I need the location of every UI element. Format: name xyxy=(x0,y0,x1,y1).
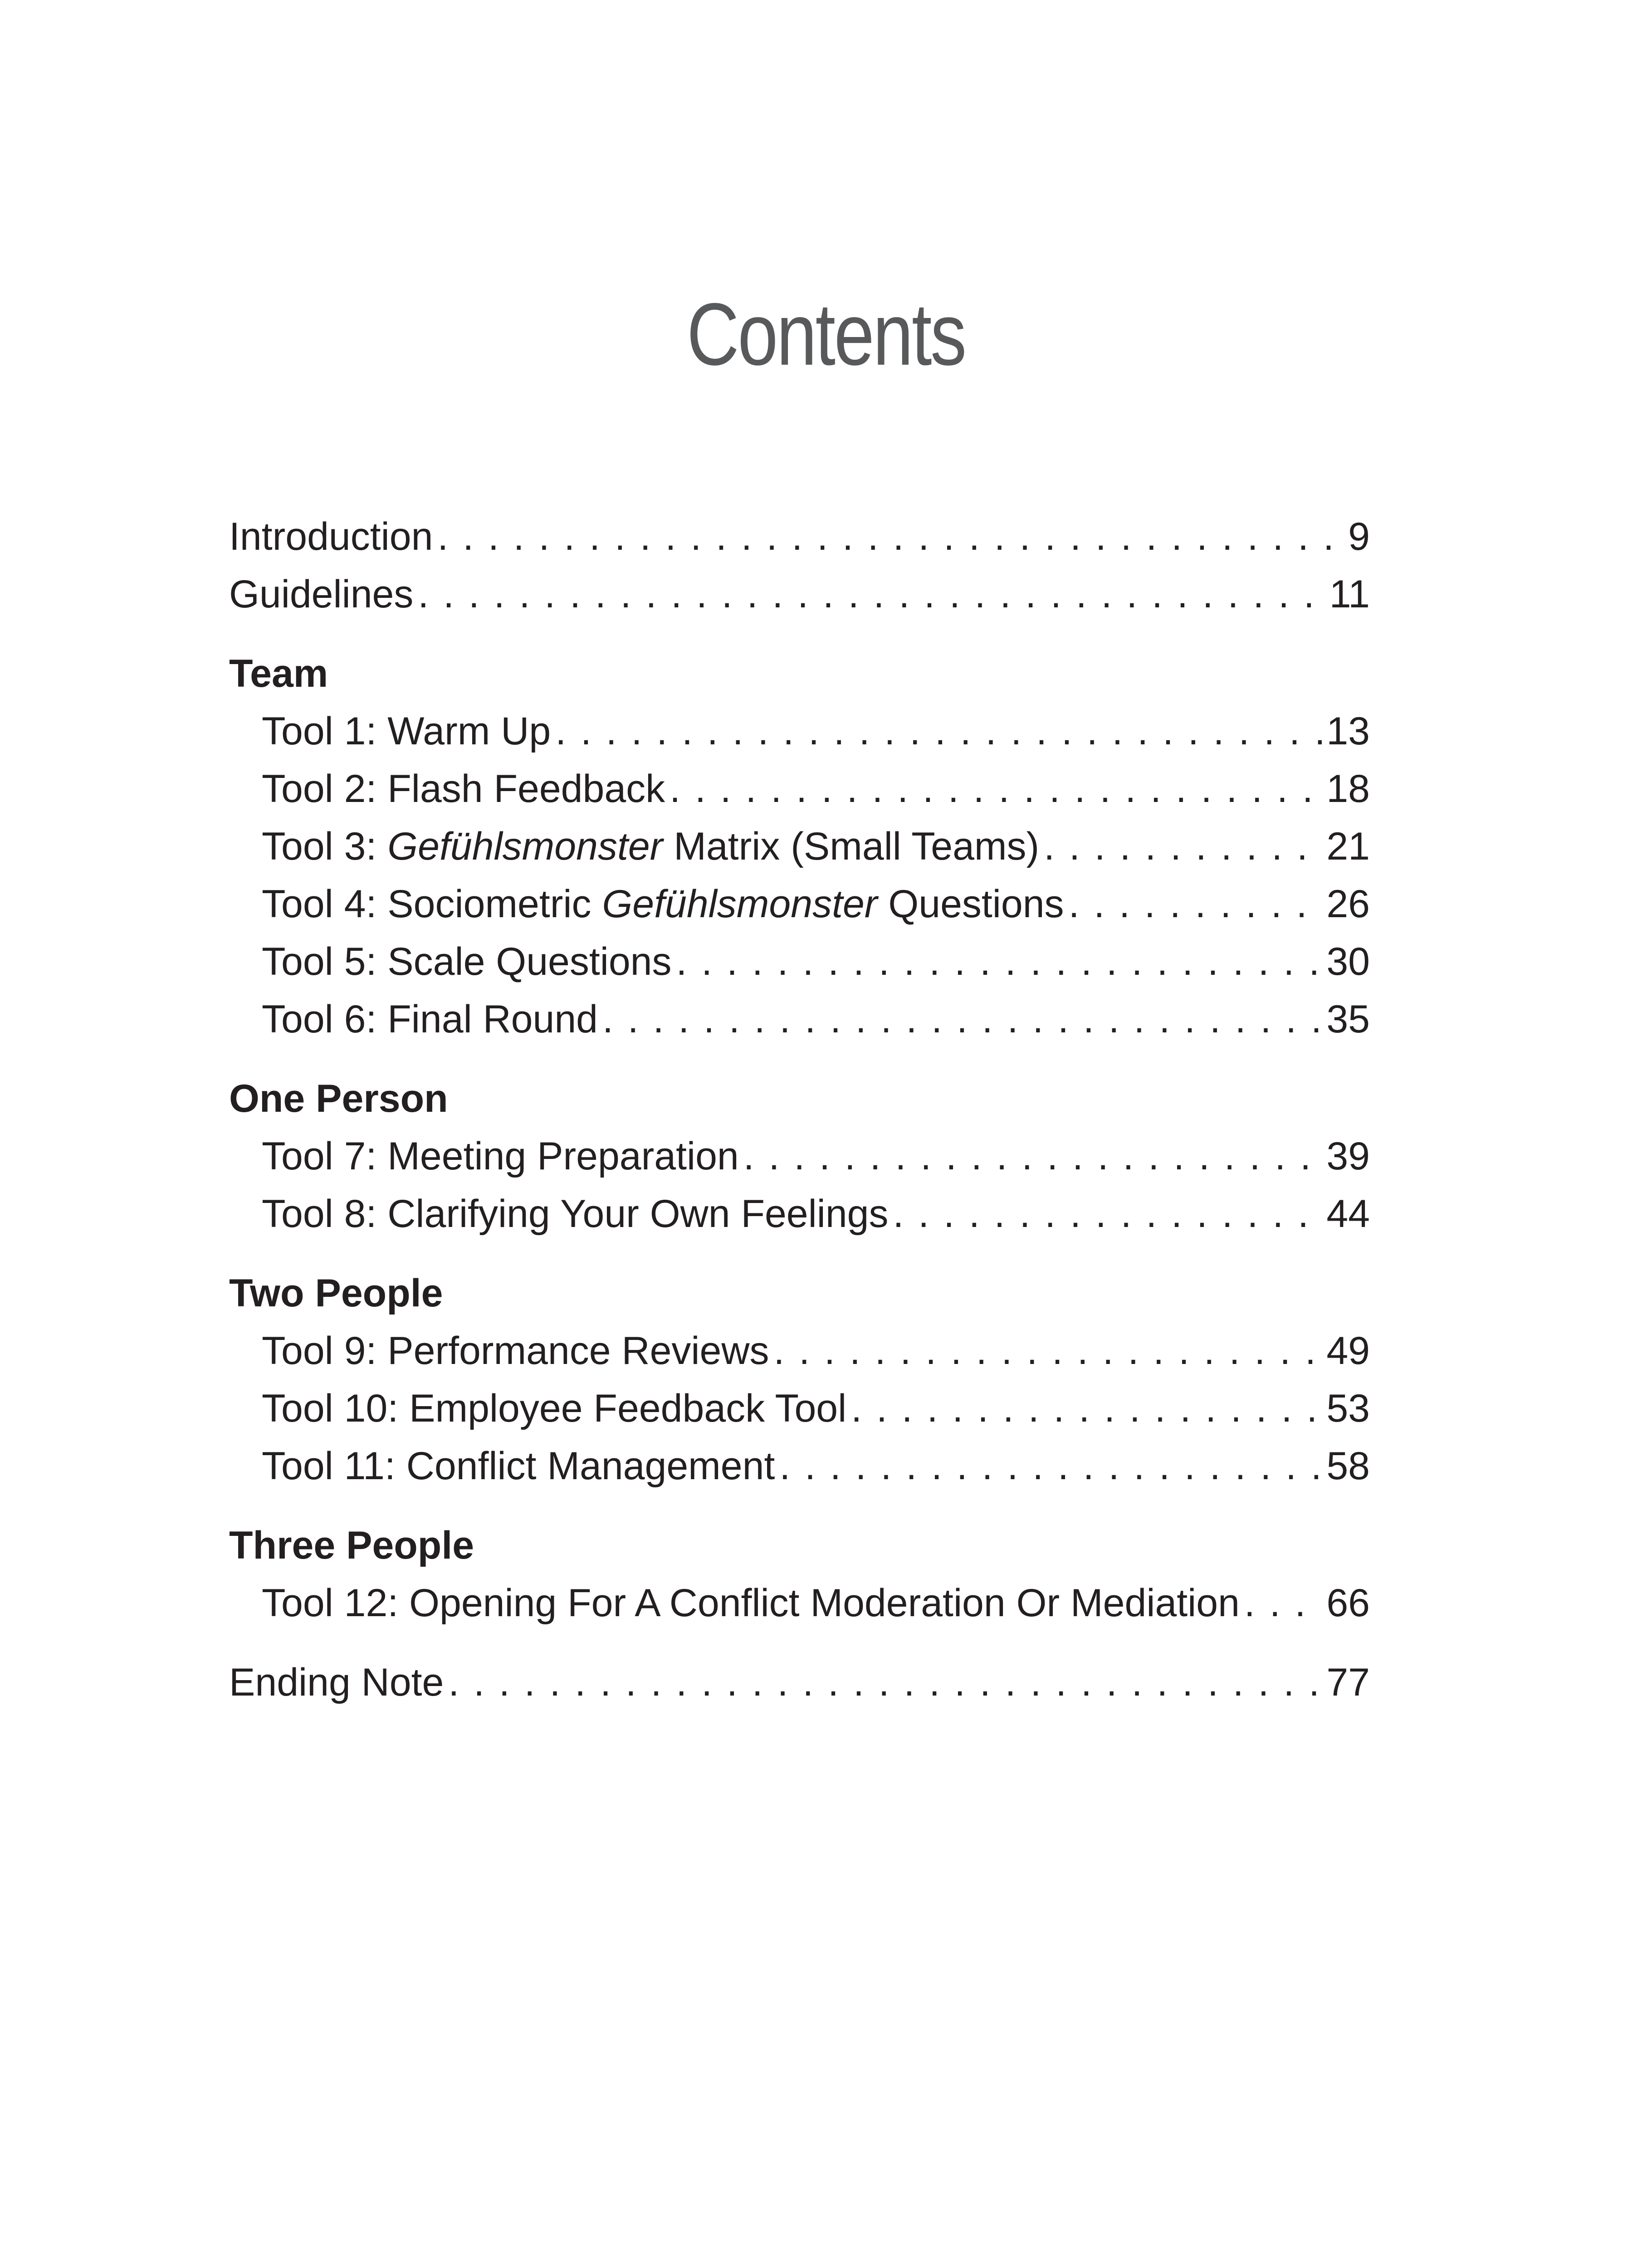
toc-page-number: 18 xyxy=(1326,767,1370,811)
dot-leader xyxy=(893,1185,1322,1243)
toc-entry-label: Tool 7: Meeting Preparation xyxy=(262,1134,739,1178)
toc-entry-tool-3[interactable] xyxy=(229,818,1370,875)
toc-page-number: 35 xyxy=(1326,997,1370,1041)
dot-leader xyxy=(1069,875,1322,933)
toc-entry-tool-9[interactable] xyxy=(229,1322,1370,1380)
toc-page-number: 21 xyxy=(1326,825,1370,868)
toc-page-number: 49 xyxy=(1326,1329,1370,1373)
toc-entry-label: Tool 9: Performance Reviews xyxy=(262,1329,769,1373)
dot-leader xyxy=(448,1654,1322,1711)
toc-entry-label: Tool 2: Flash Feedback xyxy=(262,767,665,811)
toc-entry-label: Introduction xyxy=(229,515,433,558)
toc-entry-label: Ending Note xyxy=(229,1661,444,1704)
dot-leader xyxy=(773,1322,1322,1380)
section-heading-three-people: Three People xyxy=(229,1524,474,1567)
toc-entry-ending-note[interactable] xyxy=(229,1654,1370,1711)
dot-leader xyxy=(1044,818,1322,875)
toc-entry-tool-6[interactable] xyxy=(229,991,1370,1048)
toc-entry-tool-11[interactable] xyxy=(229,1437,1370,1495)
toc-entry-label: Tool 10: Employee Feedback Tool xyxy=(262,1387,847,1430)
page-title: Contents xyxy=(687,285,965,384)
dot-leader xyxy=(555,703,1322,760)
dot-leader xyxy=(779,1437,1322,1495)
toc-entry-tool-4[interactable] xyxy=(229,875,1370,933)
toc-page-number: 77 xyxy=(1326,1661,1370,1704)
toc-page-number: 44 xyxy=(1326,1192,1370,1236)
toc-entry-label: Tool 6: Final Round xyxy=(262,997,598,1041)
dot-leader xyxy=(1244,1574,1322,1632)
toc-page-number: 30 xyxy=(1326,940,1370,983)
toc-entry-guidelines[interactable] xyxy=(229,566,1370,623)
toc-page-number: 26 xyxy=(1326,882,1370,926)
toc-entry-label: Tool 1: Warm Up xyxy=(262,709,551,753)
dot-leader xyxy=(437,508,1344,566)
toc-entry-tool-12[interactable] xyxy=(229,1574,1370,1632)
toc-entry-label: Tool 12: Opening For A Conflict Moderation Or Mediation xyxy=(262,1581,1240,1625)
toc-entry-tool-2[interactable] xyxy=(229,760,1370,818)
toc-entry-tool-7[interactable] xyxy=(229,1128,1370,1185)
toc-entry-introduction[interactable] xyxy=(229,508,1370,566)
toc-page-number: 13 xyxy=(1326,709,1370,753)
toc-entry-label: Tool 11: Conflict Management xyxy=(262,1444,775,1488)
toc-entry-label: Tool 5: Scale Questions xyxy=(262,940,672,983)
toc-entry-tool-8[interactable] xyxy=(229,1185,1370,1243)
toc-entry-tool-1[interactable] xyxy=(229,703,1370,760)
section-heading-team: Team xyxy=(229,652,328,695)
dot-leader xyxy=(670,760,1322,818)
dot-leader xyxy=(602,991,1322,1048)
dot-leader xyxy=(418,566,1325,623)
toc-entry-tool-5[interactable] xyxy=(229,933,1370,991)
toc-entry-tool-10[interactable] xyxy=(229,1380,1370,1437)
dot-leader xyxy=(851,1380,1322,1437)
toc-page-number: 11 xyxy=(1329,572,1370,616)
toc-page-number: 9 xyxy=(1348,515,1370,558)
toc-entry-label: Tool 3: Gefühlsmonster Matrix (Small Teams) xyxy=(262,825,1040,868)
dot-leader xyxy=(743,1128,1322,1185)
section-gap xyxy=(229,1632,1370,1654)
toc-page-number: 58 xyxy=(1326,1444,1370,1488)
toc-entry-label: Tool 8: Clarifying Your Own Feelings xyxy=(262,1192,889,1236)
toc-entry-label: Guidelines xyxy=(229,572,414,616)
section-heading-two-people: Two People xyxy=(229,1271,443,1315)
table-of-contents xyxy=(229,508,1370,1711)
section-heading-one-person: One Person xyxy=(229,1077,448,1120)
dot-leader xyxy=(676,933,1322,991)
toc-page-number: 66 xyxy=(1326,1581,1370,1625)
toc-entry-label: Tool 4: Sociometric Gefühlsmonster Questions xyxy=(262,882,1064,926)
toc-page-number: 53 xyxy=(1326,1387,1370,1430)
toc-page-number: 39 xyxy=(1326,1134,1370,1178)
